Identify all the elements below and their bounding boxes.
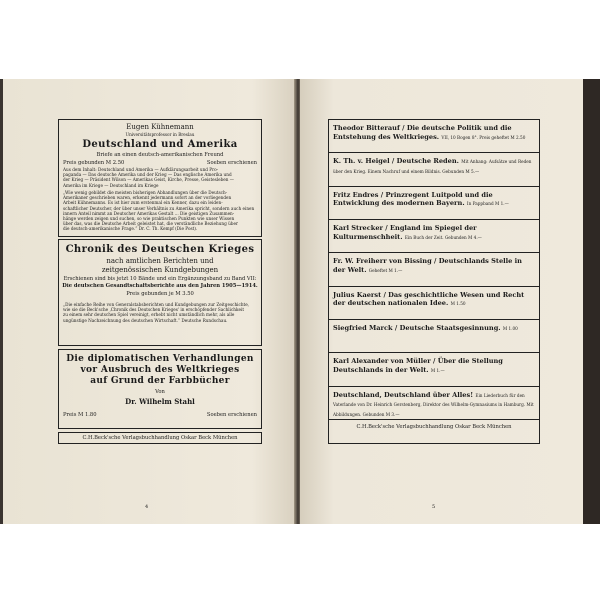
ad2-desc1: Erschienen sind bis jetzt 10 Bände und ein Ergänzungsband zu Band VII: [63,276,257,282]
right-page-number: 5 [432,504,436,510]
ad3-author: Dr. Wilhelm Stahl [125,397,195,406]
ad1-review-line: über das, was die Deutsche Arbeit geleistet hat, die verständliche Beziehung über [63,221,238,227]
book-entry-note: In Pappband M 1.— [466,201,509,207]
ad2-review-line: zu einem sehr deutschen Spiel vereinigt, erhebt nicht umständlich mehr, als alle [63,312,235,318]
book-entry [329,120,539,153]
ad1-author: Eugen Kühnemann [126,123,194,131]
ad-kuehnemann [58,119,262,237]
book-entry [329,287,539,320]
book-entry [329,353,539,386]
ad2-review-line: wie sie die Beck'sche ‚Chronik des Deutschen Krieges' in erschöpfender Sachlichkeit [63,307,245,313]
ad3-price: Preis M 1.80 [63,412,97,418]
ad2-desc2: Die deutschen Gesandtschaftsberichte aus den Jahren 1905—1914. [62,283,258,289]
left-page-number: 4 [145,504,149,510]
book-entry-title: Theodor Bitterauf / Die deutsche Politik und die Entstehung des Weltkrieges. VII, 10 Bogen 8°. Preis geheftet M 2.50 [333,124,526,141]
ad1-price: Preis gebunden M 2.50 [63,160,125,166]
ad1-author-role: Universitätsprofessor in Breslau [125,132,195,137]
book-entry-note: Geheftet M 1.— [368,267,403,273]
ad1-title: Deutschland und Amerika [82,139,238,150]
book-entry-title: Fritz Endres / Prinzregent Luitpold und die Entwicklung des modernen Bayern. In Pappband M 1.— [333,190,509,208]
ad1-contents-line: Aus dem Inhalt: Deutschland und Amerika — Aufklärungsarbeit und Pro- [63,167,219,172]
ad3-by: Von [155,389,165,395]
book-cover-edge [583,79,600,524]
ad2-line2: nach amtlichen Berichten und [106,257,214,265]
left-publisher-box [58,432,262,444]
book-entry [329,187,539,220]
book-entry [329,220,539,253]
ad1-contents-line: Amerika im Kriege — Deutschland im Kriege [63,182,159,188]
ad2-review-line: ungünstige Nachzeichnung des deutschen Wirtschaft.“ Deutsche Rundschau. [63,317,228,323]
ad2-review-line: „Die einfache Reihe von Generalstabsberichten und Kundgebungen zur Zeitgeschichte, [63,302,250,307]
book-entry [329,253,539,286]
ad1-review-line: Arbeit Kühnemanns. Es ist hier zum erstenmal ein Kenner, dazu ein leiden- [63,200,223,206]
book-entry-title: Deutschland, Deutschland über Alles! Ein Liederbuch für den Vaterlande von Dr. Heinrich Gerstenberg, Direktor des Wilhelm-Gymnasiums in Hamburg. Mit Abbildungen. Gebunden M 3.— [333,390,534,417]
book-entry-note: VII, 10 Bogen 8°. Preis geheftet M 2.50 [441,134,526,140]
ad1-status: Soeben erschienen [206,160,257,166]
book-entry-title: Karl Strecker / England im Spiegel der Kulturmenschheit. Ein Buch der Zeit. Gebunden M 4.— [333,224,482,241]
book-entry-note: Ein Liederbuch für den Vaterlande von Dr. Heinrich Gerstenberg, Direktor des Wilhelm-Gymnasiums in Hamburg. Mit Abbildungen. Gebunden M 3.— [333,392,534,417]
book-entry-note: M 1.00 [502,326,518,331]
ad3-title1: Die diplomatischen Verhandlungen [66,354,254,364]
book-entry-note: M 1.50 [450,301,466,307]
book-entry-note: M 1.— [430,367,445,373]
ad-chronik [58,239,262,346]
ad1-subtitle: Briefe an einen deutsch-amerikanischen Freund [96,152,224,158]
ad1-review-line: innern Anteil nimmt an Deutscher Amerikas Gestalt ... Die geistigen Zusammen- [63,210,235,216]
ad1-contents [63,167,257,188]
ad1-review-line: die deutsch-amerikanische Frage.“ Dr. C. Th. Kempf (Die Post). [63,226,198,232]
book-entry-title: Karl Alexander von Müller / Über die Stellung Deutschlands in der Welt. M 1.— [333,357,503,374]
book-entry [329,387,539,420]
ad2-review [63,302,257,323]
ad1-review-line: „Wie wenig gebildet die meisten bisherigen Abhandlungen über die Deutsch- [63,190,228,195]
book-entry-note: Mit Anhang: Aufsätze und Reden über den Krieg. Einem Nachruf und einem Bildnis. Gebunden M 5.— [333,159,532,174]
ad2-price: Preis gebunden je M 3.50 [126,291,194,297]
ad1-review-line: hänge werden zeigen und suchen, so wie praktischen Punkten wie unser Wissen [63,216,235,222]
ad2-title: Chronik des Deutschen Krieges [65,244,255,255]
book-entry-title: Siegfried Marck / Deutsche Staatsgesinnung. M 1.00 [333,324,518,332]
ad3-status: Soeben erschienen [206,412,257,418]
ad-diplomatische [58,349,262,429]
ad1-contents-line: der Krieg — Präsident Wilson — Amerikas Geist, Kirche, Presse, Geistesleben — [63,177,234,183]
left-page [3,79,296,524]
book-entry [329,153,539,186]
book-entry-title: Julius Kaerst / Das geschichtliche Wesen und Recht der deutschen nationalen Idee. M 1.50 [333,290,525,308]
left-publisher: C.H.Beck'sche Verlagsbuchhandlung Oskar Beck München [82,435,238,441]
ad1-contents-line: paganda — Das deutsche Amerika und der Krieg — Das englische Amerika und [63,172,232,178]
ad1-review [63,190,257,232]
book-entry-title: Fr. W. Freiherr von Bissing / Deutschlands Stelle in der Welt. Geheftet M 1.— [333,257,522,274]
book-entry-note: Ein Buch der Zeit. Gebunden M 4.— [404,234,482,240]
ad1-review-line: schaftlicher Deutscher, der über unser Verhältnis zu Amerika spricht, sondern auch einen [63,205,255,211]
right-page [300,79,583,524]
book-entry-title: K. Th. v. Heigel / Deutsche Reden. Mit Anhang: Aufsätze und Reden über den Krieg. Einem Nachruf und einem Bildnis. Gebunden M 5.— [333,157,532,174]
ad3-title3: auf Grund der Farbbücher [90,376,230,386]
ad2-line3: zeitgenössischen Kundgebungen [101,266,219,274]
right-publisher: C.H.Beck'sche Verlagsbuchhandlung Oskar Beck München [356,424,512,430]
open-book [0,79,600,524]
right-ad-frame [328,119,540,444]
ad1-review-line: Amerikaner geschrieben waren, erkennt jedermann sofort an der vorliegenden [63,195,232,201]
ad3-title2: vor Ausbruch des Weltkrieges [80,365,240,375]
book-entry [329,320,539,353]
